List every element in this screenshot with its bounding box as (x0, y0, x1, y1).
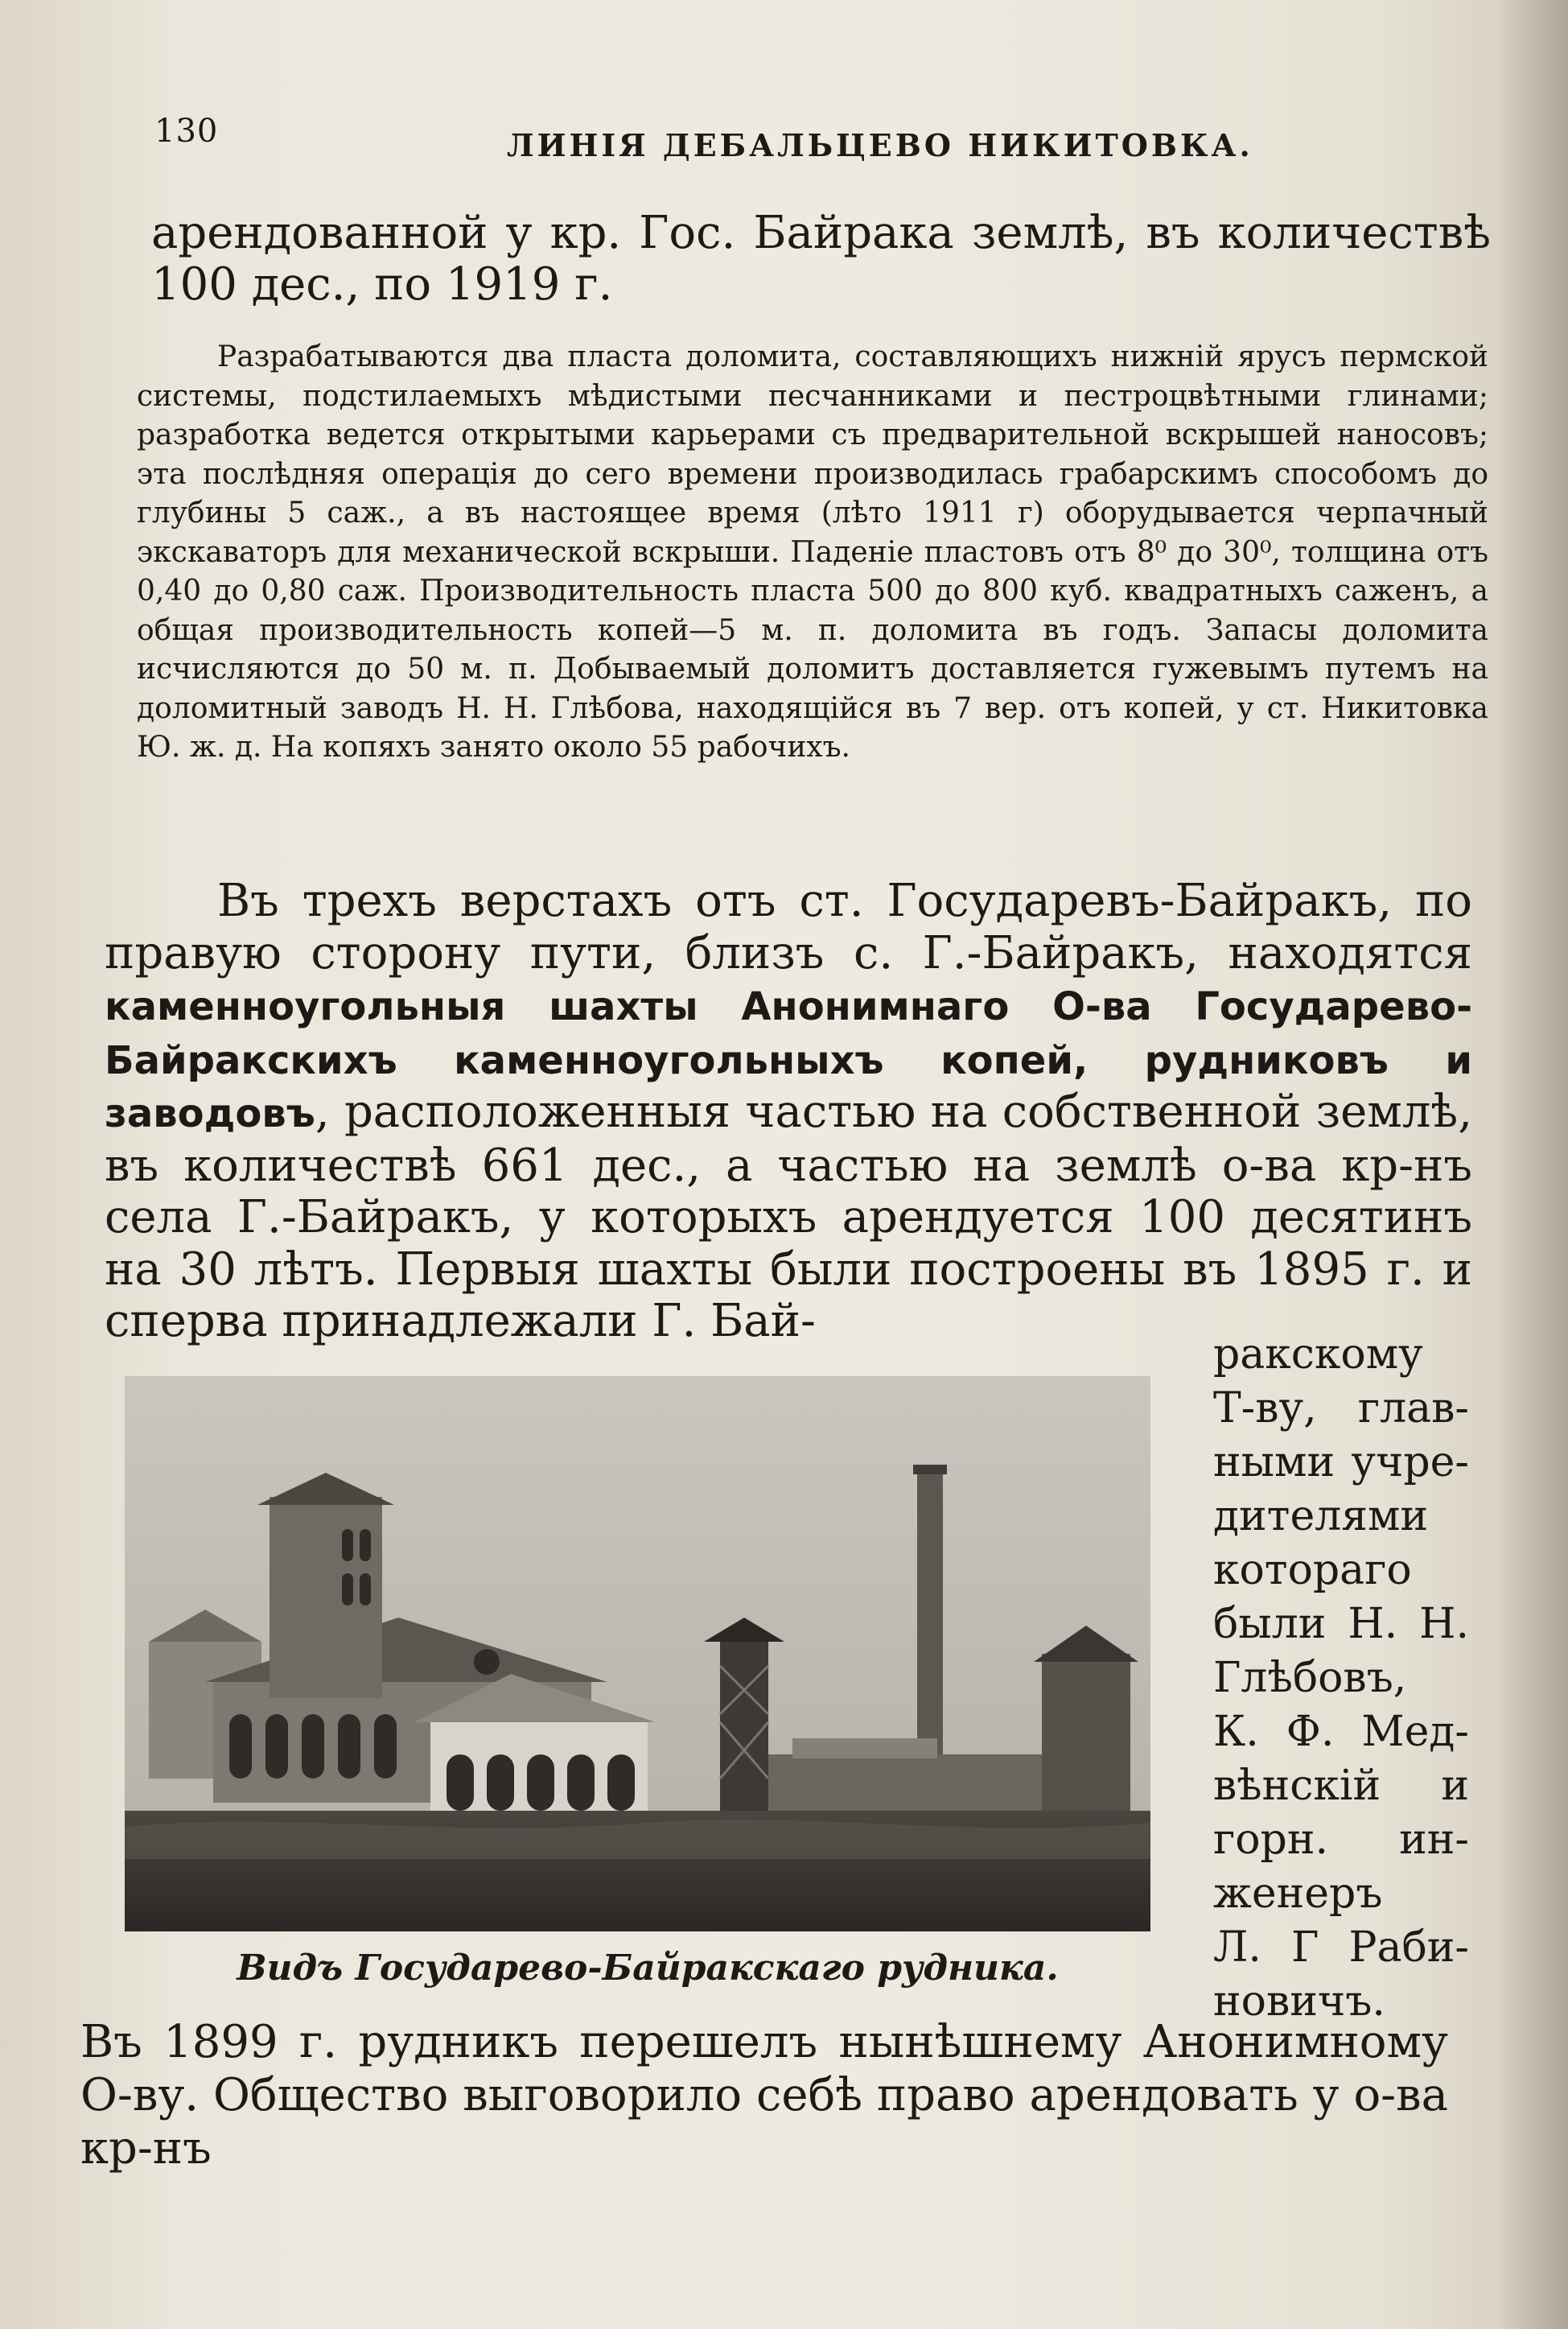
mine-photograph (125, 1376, 1150, 1931)
side-column-text (1213, 1328, 1469, 2029)
photo-caption: Видъ Государево-Байракскаго рудника. (237, 1948, 1059, 1989)
side-line: ракскому (1213, 1330, 1423, 1379)
mine-photograph-illustration (125, 1376, 1150, 1931)
side-line: женеръ (1213, 1869, 1383, 1918)
side-line: Т-ву, глав- (1213, 1384, 1469, 1432)
small-print-paragraph: Разрабатываются два пласта доломита, составляющихъ нижній ярусъ пермской системы, подстилаемыхъ мѣдистыми песчанниками и пестроцвѣтными глинами; разработка ведется открытыми карьерами съ предварительной вскрышей наносовъ; эта послѣдняя операція до сего времени производилась грабарскимъ способомъ до глубины 5 саж., а въ настоящее время (лѣто 1911 г) оборудывается черпачный экскаваторъ для механической вскрыши. Паденіе пластовъ отъ 8⁰ до 30⁰, толщина отъ 0,40 до 0,80 саж. Производительность пласта 500 до 800 куб. квадратныхъ саженъ, а общая производительность копей—5 м. п. доломита въ годъ. Запасы доломита исчисляются до 50 м. п. Добываемый доломитъ доставляется гужевымъ путемъ на доломитный заводъ Н. Н. Глѣбова, находящійся въ 7 вер. отъ копей, у ст. Никитовка Ю. ж. д. На копяхъ занято около 55 рабочихъ. (137, 340, 1488, 764)
side-line: горн. ин- (1213, 1816, 1469, 1864)
lead-paragraph: арендованной у кр. Гос. Байрака землѣ, въ количествѣ 100 дес., по 1919 г. (151, 207, 1491, 311)
side-line: были Н. Н. (1213, 1600, 1469, 1648)
main-paragraph-bold-company: каменноугольныя шахты Анонимнаго О-ва Государево-Байракскихъ каменноугольныхъ копей, рудниковъ и заводовъ (105, 984, 1472, 1136)
main-paragraph-text-start: Въ трехъ верстахъ отъ ст. Государевъ-Байракъ, по правую сторону пути, близъ с. Г.-Байракъ, находятся (105, 875, 1472, 979)
side-line: вѣнскій и (1213, 1762, 1469, 1810)
page-number: 130 (154, 113, 219, 150)
page-edge-shadow (1496, 0, 1568, 2329)
side-line: новичъ. (1213, 1977, 1385, 2026)
side-line: К. Ф. Мед- (1213, 1708, 1469, 1756)
side-line: котораго (1213, 1546, 1412, 1594)
side-line: Л. Г Раби- (1213, 1923, 1469, 1972)
main-paragraph-text-end: , расположенныя частью на собственной землѣ, въ количествѣ 661 дес., а частью на землѣ о-ва кр-нъ села Г.-Байракъ, у которыхъ арендуется 100 десятинъ на 30 лѣтъ. Первыя шахты были построены въ 1895 г. и сперва принадлежали Г. Бай- (105, 1086, 1472, 1347)
running-head: ЛИНІЯ ДЕБАЛЬЦЕВО НИКИТОВКА. (507, 127, 1253, 163)
closing-paragraph: Въ 1899 г. рудникъ перешелъ нынѣшнему Анонимному О-ву. Общество выговорило себѣ право арендовать у о-ва кр-нъ (80, 2016, 1448, 2174)
main-paragraph (105, 876, 1472, 1348)
side-line: Глѣбовъ, (1213, 1654, 1407, 1702)
side-line: ными учре- (1213, 1438, 1469, 1486)
side-line: дителями (1213, 1492, 1429, 1540)
